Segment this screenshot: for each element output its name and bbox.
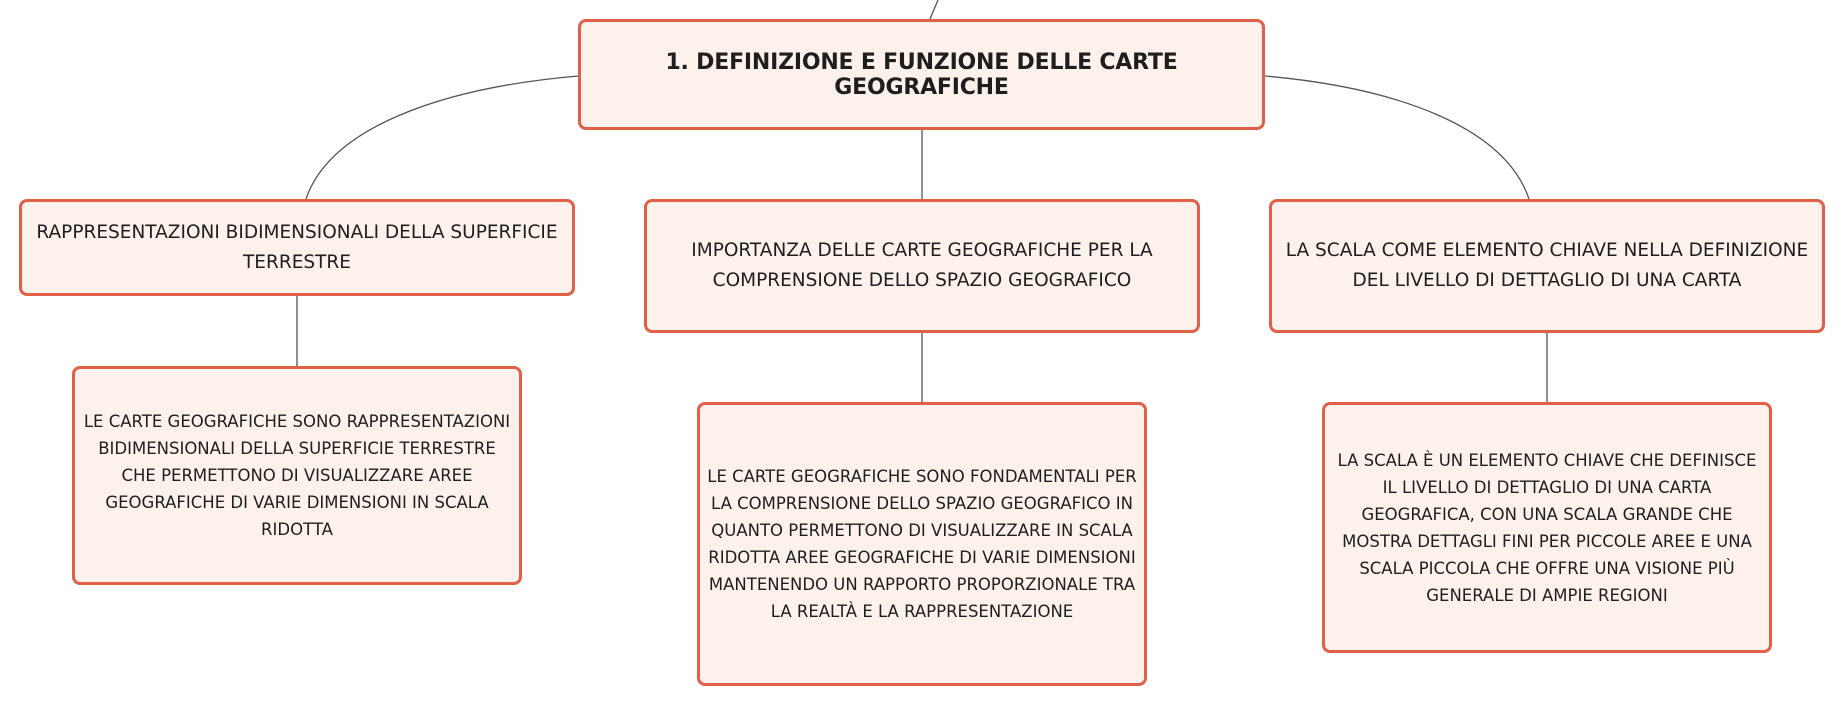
topic-node-label: LA SCALA COME ELEMENTO CHIAVE NELLA DEFINIZIONE DEL LIVELLO DI DETTAGLIO DI UNA CARTA <box>1285 240 1809 291</box>
connector-parent-edge <box>930 0 938 19</box>
topic-node-bidimensional[interactable] <box>19 199 575 296</box>
detail-node-bidimensional[interactable] <box>72 366 522 585</box>
topic-node-scale[interactable] <box>1269 199 1825 333</box>
topic-node-importance[interactable] <box>644 199 1200 333</box>
connector-root-to-left <box>306 76 578 199</box>
detail-node-text: LA SCALA È UN ELEMENTO CHIAVE CHE DEFINISCE IL LIVELLO DI DETTAGLIO DI UNA CARTA GEOGRAFICA, CON UNA SCALA GRANDE CHE MOSTRA DETTAGLI FINI PER PICCOLE AREE E UNA SCALA PICCOLA CHE OFFRE UNA VISIONE PIÙ GENERALE DI AMPIE REGIONI <box>1337 450 1757 605</box>
connector-root-to-right <box>1265 76 1529 199</box>
root-node[interactable] <box>578 19 1265 130</box>
detail-node-scale[interactable] <box>1322 402 1772 653</box>
detail-node-importance[interactable] <box>697 402 1147 686</box>
root-node-label: 1. DEFINIZIONE E FUNZIONE DELLE CARTE GEOGRAFICHE <box>665 49 1178 100</box>
topic-node-label: IMPORTANZA DELLE CARTE GEOGRAFICHE PER LA COMPRENSIONE DELLO SPAZIO GEOGRAFICO <box>691 240 1153 291</box>
topic-node-label: RAPPRESENTAZIONI BIDIMENSIONALI DELLA SUPERFICIE TERRESTRE <box>36 221 558 273</box>
detail-node-text: LE CARTE GEOGRAFICHE SONO FONDAMENTALI PER LA COMPRENSIONE DELLO SPAZIO GEOGRAFICO IN QUANTO PERMETTONO DI VISUALIZZARE IN SCALA RIDOTTA AREE GEOGRAFICHE DI VARIE DIMENSIONI MANTENENDO UN RAPPORTO PROPORZIONALE TRA LA REALTÀ E LA RAPPRESENTAZIONE <box>707 467 1137 621</box>
detail-node-text: LE CARTE GEOGRAFICHE SONO RAPPRESENTAZIONI BIDIMENSIONALI DELLA SUPERFICIE TERRESTRE CHE PERMETTONO DI VISUALIZZARE AREE GEOGRAFICHE DI VARIE DIMENSIONI IN SCALA RIDOTTA <box>83 412 511 539</box>
